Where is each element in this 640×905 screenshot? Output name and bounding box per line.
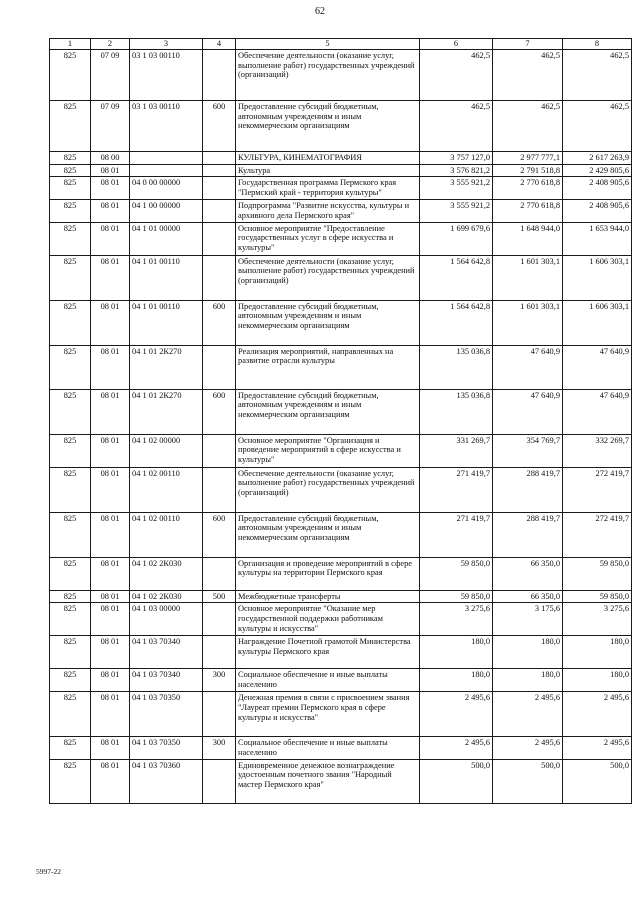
amount-col8-cell: 2 495,6 xyxy=(563,736,632,759)
amount-col8-cell: 3 275,6 xyxy=(563,603,632,636)
header-cell: 5 xyxy=(236,39,420,50)
amount-col8-cell: 47 640,9 xyxy=(563,389,632,434)
amount-col7-cell: 66 350,0 xyxy=(493,557,563,590)
admin-code-cell: 825 xyxy=(50,434,91,467)
table-row xyxy=(50,669,632,692)
description-cell: Предоставление субсидий бюджетным, автономным учреждениям и иным некоммерческим организациям xyxy=(236,389,420,434)
table-row xyxy=(50,636,632,669)
target-item-cell: 04 1 03 70340 xyxy=(130,669,203,692)
expense-type-cell xyxy=(203,636,236,669)
amount-col6-cell: 2 495,6 xyxy=(420,691,493,736)
section-code-cell: 07 09 xyxy=(91,49,130,100)
header-cell: 3 xyxy=(130,39,203,50)
amount-col6-cell: 59 850,0 xyxy=(420,557,493,590)
amount-col8-cell: 272 419,7 xyxy=(563,512,632,557)
expense-type-cell xyxy=(203,467,236,512)
table-row xyxy=(50,557,632,590)
description-cell: Предоставление субсидий бюджетным, автономным учреждениям и иным некоммерческим организациям xyxy=(236,512,420,557)
amount-col6-cell: 462,5 xyxy=(420,49,493,100)
amount-col7-cell: 288 419,7 xyxy=(493,512,563,557)
amount-col7-cell: 180,0 xyxy=(493,669,563,692)
table-row xyxy=(50,222,632,255)
amount-col8-cell: 59 850,0 xyxy=(563,557,632,590)
section-code-cell: 08 01 xyxy=(91,467,130,512)
description-cell: Обеспечение деятельности (оказание услуг, выполнение работ) государственных учреждений (организаций) xyxy=(236,467,420,512)
amount-col8-cell: 2 408 905,6 xyxy=(563,199,632,222)
admin-code-cell: 825 xyxy=(50,557,91,590)
expense-type-cell xyxy=(203,691,236,736)
admin-code-cell: 825 xyxy=(50,199,91,222)
amount-col6-cell: 3 555 921,2 xyxy=(420,199,493,222)
amount-col6-cell: 462,5 xyxy=(420,100,493,151)
amount-col7-cell: 354 769,7 xyxy=(493,434,563,467)
amount-col8-cell: 332 269,7 xyxy=(563,434,632,467)
description-cell: Основное мероприятие "Организация и проведение мероприятий в сфере искусства и культуры" xyxy=(236,434,420,467)
expense-type-cell xyxy=(203,199,236,222)
amount-col6-cell: 135 036,8 xyxy=(420,345,493,389)
admin-code-cell: 825 xyxy=(50,389,91,434)
amount-col6-cell: 500,0 xyxy=(420,759,493,803)
target-item-cell xyxy=(130,164,203,177)
table-row xyxy=(50,164,632,177)
table-row xyxy=(50,49,632,100)
admin-code-cell: 825 xyxy=(50,49,91,100)
table-row xyxy=(50,255,632,300)
amount-col7-cell: 2 495,6 xyxy=(493,736,563,759)
section-code-cell: 08 01 xyxy=(91,345,130,389)
section-code-cell: 08 00 xyxy=(91,151,130,164)
admin-code-cell: 825 xyxy=(50,590,91,603)
table-row xyxy=(50,151,632,164)
description-cell: Социальное обеспечение и иные выплаты населению xyxy=(236,669,420,692)
description-cell: КУЛЬТУРА, КИНЕМАТОГРАФИЯ xyxy=(236,151,420,164)
expense-type-cell: 600 xyxy=(203,512,236,557)
amount-col8-cell: 2 429 805,6 xyxy=(563,164,632,177)
amount-col8-cell: 47 640,9 xyxy=(563,345,632,389)
section-code-cell: 08 01 xyxy=(91,557,130,590)
document-code: 5997-22 xyxy=(36,867,61,876)
expense-type-cell xyxy=(203,255,236,300)
admin-code-cell: 825 xyxy=(50,100,91,151)
description-cell: Предоставление субсидий бюджетным, автономным учреждениям и иным некоммерческим организациям xyxy=(236,300,420,345)
table-row xyxy=(50,434,632,467)
description-cell: Денежная премия в связи с присвоением звания "Лауреат премии Пермского края в сфере культуры и искусства" xyxy=(236,691,420,736)
section-code-cell: 07 09 xyxy=(91,100,130,151)
target-item-cell: 04 1 02 00110 xyxy=(130,512,203,557)
amount-col7-cell: 2 495,6 xyxy=(493,691,563,736)
amount-col8-cell: 1 606 303,1 xyxy=(563,255,632,300)
description-cell: Основное мероприятие "Оказание мер государственной поддержки работникам культуры и искусства" xyxy=(236,603,420,636)
target-item-cell: 03 1 03 00110 xyxy=(130,49,203,100)
amount-col8-cell: 1 606 303,1 xyxy=(563,300,632,345)
amount-col7-cell: 1 601 303,1 xyxy=(493,300,563,345)
description-cell: Социальное обеспечение и иные выплаты населению xyxy=(236,736,420,759)
section-code-cell: 08 01 xyxy=(91,636,130,669)
expense-type-cell xyxy=(203,434,236,467)
target-item-cell: 04 1 01 2К270 xyxy=(130,389,203,434)
target-item-cell: 04 1 03 70350 xyxy=(130,691,203,736)
expense-type-cell: 600 xyxy=(203,100,236,151)
target-item-cell: 04 1 03 70360 xyxy=(130,759,203,803)
amount-col6-cell: 3 757 127,0 xyxy=(420,151,493,164)
expense-type-cell xyxy=(203,151,236,164)
amount-col8-cell: 2 408 905,6 xyxy=(563,177,632,200)
expense-type-cell: 600 xyxy=(203,389,236,434)
amount-col7-cell: 500,0 xyxy=(493,759,563,803)
amount-col6-cell: 271 419,7 xyxy=(420,512,493,557)
table-row xyxy=(50,691,632,736)
description-cell: Реализация мероприятий, направленных на развитие отрасли культуры xyxy=(236,345,420,389)
table-row xyxy=(50,467,632,512)
amount-col8-cell: 500,0 xyxy=(563,759,632,803)
table-header-row xyxy=(50,39,632,50)
target-item-cell: 04 1 02 00110 xyxy=(130,467,203,512)
amount-col6-cell: 135 036,8 xyxy=(420,389,493,434)
table-row xyxy=(50,590,632,603)
table-row xyxy=(50,177,632,200)
description-cell: Обеспечение деятельности (оказание услуг, выполнение работ) государственных учреждений (организаций) xyxy=(236,49,420,100)
amount-col8-cell: 2 495,6 xyxy=(563,691,632,736)
header-cell: 8 xyxy=(563,39,632,50)
amount-col7-cell: 462,5 xyxy=(493,100,563,151)
target-item-cell: 04 1 03 70350 xyxy=(130,736,203,759)
expense-type-cell xyxy=(203,49,236,100)
amount-col8-cell: 1 653 944,0 xyxy=(563,222,632,255)
admin-code-cell: 825 xyxy=(50,736,91,759)
expense-type-cell xyxy=(203,345,236,389)
admin-code-cell: 825 xyxy=(50,603,91,636)
amount-col7-cell: 462,5 xyxy=(493,49,563,100)
expense-type-cell xyxy=(203,603,236,636)
target-item-cell: 04 0 00 00000 xyxy=(130,177,203,200)
amount-col7-cell: 2 770 618,8 xyxy=(493,177,563,200)
admin-code-cell: 825 xyxy=(50,222,91,255)
target-item-cell: 04 1 03 00000 xyxy=(130,603,203,636)
amount-col6-cell: 180,0 xyxy=(420,636,493,669)
description-cell: Культура xyxy=(236,164,420,177)
section-code-cell: 08 01 xyxy=(91,434,130,467)
section-code-cell: 08 01 xyxy=(91,300,130,345)
target-item-cell: 04 1 02 00000 xyxy=(130,434,203,467)
expense-type-cell xyxy=(203,164,236,177)
target-item-cell: 04 1 01 00000 xyxy=(130,222,203,255)
amount-col7-cell: 66 350,0 xyxy=(493,590,563,603)
expense-type-cell: 300 xyxy=(203,736,236,759)
table-row xyxy=(50,603,632,636)
amount-col6-cell: 1 564 642,8 xyxy=(420,255,493,300)
table-row xyxy=(50,345,632,389)
expense-type-cell: 600 xyxy=(203,300,236,345)
amount-col7-cell: 3 175,6 xyxy=(493,603,563,636)
description-cell: Награждение Почетной грамотой Министерства культуры Пермского края xyxy=(236,636,420,669)
amount-col6-cell: 3 555 921,2 xyxy=(420,177,493,200)
table-row xyxy=(50,759,632,803)
admin-code-cell: 825 xyxy=(50,512,91,557)
amount-col7-cell: 47 640,9 xyxy=(493,389,563,434)
description-cell: Государственная программа Пермского края "Пермский край - территория культуры" xyxy=(236,177,420,200)
description-cell: Основное мероприятие "Предоставление государственных услуг в сфере искусства и культуры" xyxy=(236,222,420,255)
budget-table xyxy=(49,38,632,804)
admin-code-cell: 825 xyxy=(50,467,91,512)
admin-code-cell: 825 xyxy=(50,636,91,669)
description-cell: Организация и проведение мероприятий в сфере культуры на территории Пермского края xyxy=(236,557,420,590)
section-code-cell: 08 01 xyxy=(91,512,130,557)
amount-col7-cell: 1 601 303,1 xyxy=(493,255,563,300)
amount-col7-cell: 2 770 618,8 xyxy=(493,199,563,222)
description-cell: Подпрограмма "Развитие искусства, культуры и архивного дела Пермского края" xyxy=(236,199,420,222)
amount-col8-cell: 59 850,0 xyxy=(563,590,632,603)
amount-col6-cell: 2 495,6 xyxy=(420,736,493,759)
table-row xyxy=(50,199,632,222)
amount-col8-cell: 2 617 263,9 xyxy=(563,151,632,164)
admin-code-cell: 825 xyxy=(50,255,91,300)
amount-col6-cell: 3 576 821,2 xyxy=(420,164,493,177)
section-code-cell: 08 01 xyxy=(91,691,130,736)
table-row xyxy=(50,736,632,759)
expense-type-cell: 300 xyxy=(203,669,236,692)
amount-col8-cell: 272 419,7 xyxy=(563,467,632,512)
target-item-cell: 04 1 01 00110 xyxy=(130,300,203,345)
amount-col6-cell: 180,0 xyxy=(420,669,493,692)
admin-code-cell: 825 xyxy=(50,151,91,164)
section-code-cell: 08 01 xyxy=(91,255,130,300)
amount-col7-cell: 288 419,7 xyxy=(493,467,563,512)
table-row xyxy=(50,389,632,434)
expense-type-cell xyxy=(203,222,236,255)
amount-col6-cell: 1 699 679,6 xyxy=(420,222,493,255)
amount-col6-cell: 59 850,0 xyxy=(420,590,493,603)
table-row xyxy=(50,300,632,345)
admin-code-cell: 825 xyxy=(50,177,91,200)
expense-type-cell xyxy=(203,177,236,200)
description-cell: Межбюджетные трансферты xyxy=(236,590,420,603)
admin-code-cell: 825 xyxy=(50,691,91,736)
section-code-cell: 08 01 xyxy=(91,590,130,603)
admin-code-cell: 825 xyxy=(50,669,91,692)
header-cell: 7 xyxy=(493,39,563,50)
target-item-cell: 04 1 03 70340 xyxy=(130,636,203,669)
amount-col6-cell: 3 275,6 xyxy=(420,603,493,636)
target-item-cell: 03 1 03 00110 xyxy=(130,100,203,151)
section-code-cell: 08 01 xyxy=(91,669,130,692)
section-code-cell: 08 01 xyxy=(91,759,130,803)
amount-col7-cell: 47 640,9 xyxy=(493,345,563,389)
expense-type-cell xyxy=(203,759,236,803)
target-item-cell: 04 1 01 2К270 xyxy=(130,345,203,389)
target-item-cell xyxy=(130,151,203,164)
admin-code-cell: 825 xyxy=(50,164,91,177)
admin-code-cell: 825 xyxy=(50,345,91,389)
table-row xyxy=(50,100,632,151)
page-number: 62 xyxy=(315,6,325,17)
target-item-cell: 04 1 01 00110 xyxy=(130,255,203,300)
description-cell: Предоставление субсидий бюджетным, автономным учреждениям и иным некоммерческим организациям xyxy=(236,100,420,151)
amount-col8-cell: 462,5 xyxy=(563,49,632,100)
amount-col6-cell: 1 564 642,8 xyxy=(420,300,493,345)
amount-col7-cell: 2 791 518,8 xyxy=(493,164,563,177)
admin-code-cell: 825 xyxy=(50,300,91,345)
header-cell: 1 xyxy=(50,39,91,50)
section-code-cell: 08 01 xyxy=(91,222,130,255)
header-cell: 2 xyxy=(91,39,130,50)
section-code-cell: 08 01 xyxy=(91,389,130,434)
section-code-cell: 08 01 xyxy=(91,199,130,222)
amount-col7-cell: 180,0 xyxy=(493,636,563,669)
target-item-cell: 04 1 00 00000 xyxy=(130,199,203,222)
description-cell: Обеспечение деятельности (оказание услуг, выполнение работ) государственных учреждений (организаций) xyxy=(236,255,420,300)
section-code-cell: 08 01 xyxy=(91,603,130,636)
expense-type-cell: 500 xyxy=(203,590,236,603)
amount-col7-cell: 2 977 777,1 xyxy=(493,151,563,164)
target-item-cell: 04 1 02 2К030 xyxy=(130,557,203,590)
section-code-cell: 08 01 xyxy=(91,164,130,177)
section-code-cell: 08 01 xyxy=(91,736,130,759)
description-cell: Единовременное денежное вознаграждение удостоенным почетного звания "Народный мастер Пермского края" xyxy=(236,759,420,803)
expense-type-cell xyxy=(203,557,236,590)
amount-col8-cell: 180,0 xyxy=(563,636,632,669)
amount-col8-cell: 462,5 xyxy=(563,100,632,151)
amount-col6-cell: 271 419,7 xyxy=(420,467,493,512)
table-row xyxy=(50,512,632,557)
amount-col7-cell: 1 648 944,0 xyxy=(493,222,563,255)
header-cell: 6 xyxy=(420,39,493,50)
amount-col6-cell: 331 269,7 xyxy=(420,434,493,467)
section-code-cell: 08 01 xyxy=(91,177,130,200)
header-cell: 4 xyxy=(203,39,236,50)
admin-code-cell: 825 xyxy=(50,759,91,803)
target-item-cell: 04 1 02 2К030 xyxy=(130,590,203,603)
amount-col8-cell: 180,0 xyxy=(563,669,632,692)
